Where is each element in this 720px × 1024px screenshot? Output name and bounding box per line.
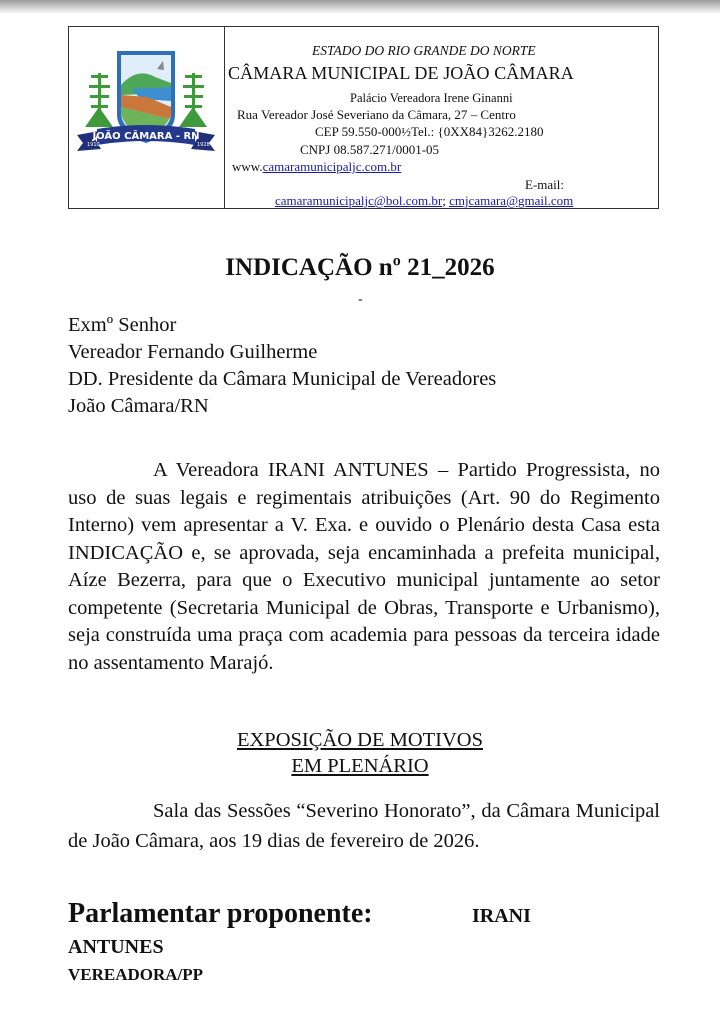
state-name: ESTADO DO RIO GRANDE DO NORTE (312, 43, 536, 58)
email-list (275, 193, 573, 209)
address-line: João Câmara/RN (68, 395, 209, 417)
logo-cell (69, 27, 225, 208)
session-location-date: Sala das Sessões “Severino Honorato”, da Câmara Municipal de João Câmara, aos 19 dias de fevereiro de 2026. (68, 800, 660, 852)
exposicao-heading (0, 727, 720, 779)
website-link[interactable]: camaramunicipaljc.com.br (262, 159, 402, 174)
scan-top-shadow (0, 0, 720, 14)
proponent-role: VEREADORA/PP (68, 965, 204, 984)
proponent-first-name: IRANI (472, 905, 531, 927)
left-cactus-icon (85, 73, 113, 127)
year-right: 1928 (197, 142, 210, 148)
proponent-label: Parlamentar proponente: (68, 898, 373, 929)
recipient-address (68, 312, 496, 420)
email-link-bol[interactable]: camaramunicipaljc@bol.com.br (275, 193, 443, 208)
exposicao-line-1: EXPOSIÇÃO DE MOTIVOS (236, 729, 483, 751)
palace-name: Palácio Vereadora Irene Ginanni (350, 91, 513, 105)
email-label: E-mail: (525, 177, 564, 192)
indication-body: A Vereadora IRANI ANTUNES – Partido Progressista, no uso de suas legais e regimentais atribuições (Art. 90 do Regimento Interno) vem apresentar a V. Exa. e ouvido o Plenário desta Casa esta INDICAÇÃO e, se aprovada, seja encaminhada a prefeita municipal, Aíze Bezerra, para que o Executivo municipal juntamente ao setor competente (Secretaria Municipal de Obras, Transporte e Urbanismo), seja construída uma praça com academia para pessoas da terceira idade no assentamento Marajó. (68, 459, 660, 674)
email-link-gmail[interactable]: cmjcamara@gmail.com (449, 193, 574, 208)
letterhead-info (225, 27, 658, 208)
cnpj: CNPJ 08.587.271/0001-05 (300, 142, 440, 157)
street-address: Rua Vereador José Severiano da Câmara, 27 – Centro (237, 107, 516, 122)
banner-ribbon (77, 125, 215, 151)
letterhead (68, 26, 659, 209)
website (232, 159, 401, 175)
proponent-line (68, 898, 531, 930)
exposicao-line-2: EM PLENÁRIO (291, 755, 429, 777)
proponent-last-name: ANTUNES (68, 936, 164, 958)
right-cactus-icon (179, 73, 207, 127)
document-title: INDICAÇÃO nº 21_2026 (225, 254, 495, 281)
banner-text: JOÃO CÂMARA - RN (92, 131, 200, 142)
address-line: DD. Presidente da Câmara Municipal de Vereadores (68, 368, 497, 390)
address-line: Exmº Senhor (68, 314, 177, 336)
email-separator: ; (442, 193, 450, 208)
coat-of-arms-logo (71, 45, 221, 165)
address-line: Vereador Fernando Guilherme (68, 341, 318, 363)
title-dash: - (358, 292, 363, 307)
website-prefix: www. (232, 159, 263, 174)
cep-phone: CEP 59.550-000½Tel.: {0XX84}3262.2180 (315, 124, 544, 139)
chamber-name: CÂMARA MUNICIPAL DE JOÃO CÂMARA (228, 63, 574, 83)
year-left: 1910 (87, 142, 100, 148)
